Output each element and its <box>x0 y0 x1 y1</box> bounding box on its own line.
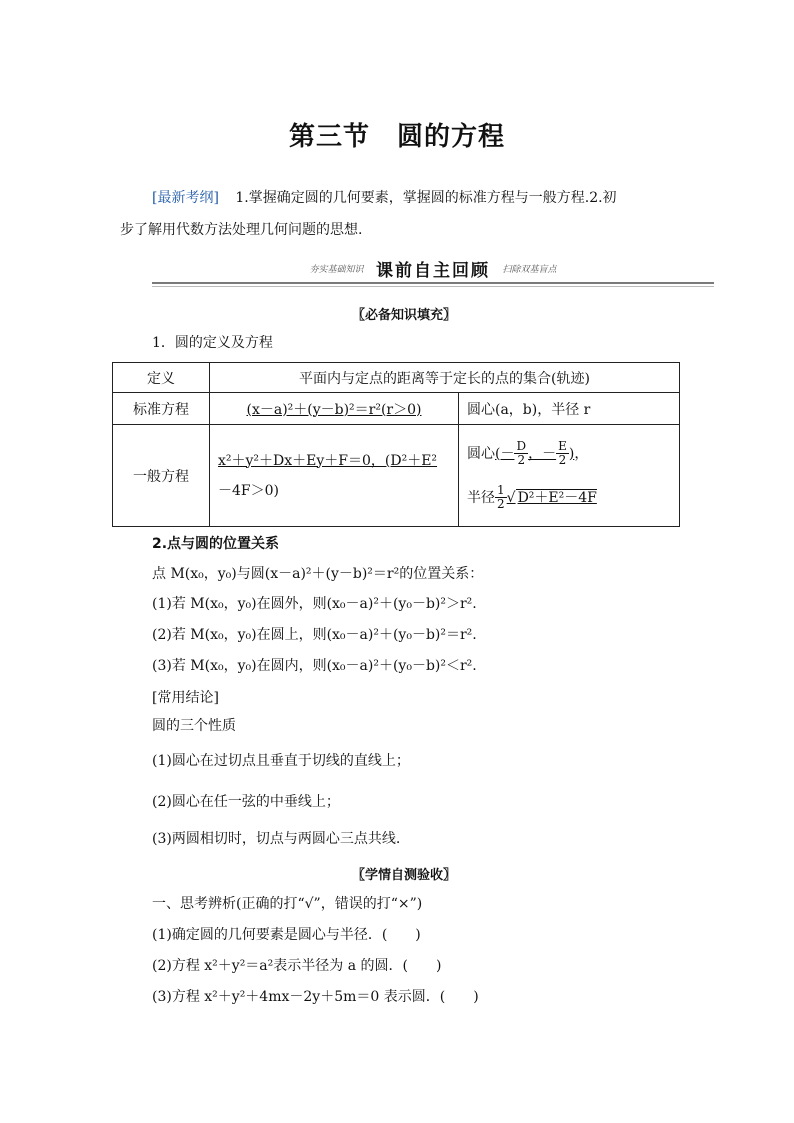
prop-2: (2)圆心在任一弦的中垂线上； <box>152 794 340 810</box>
section-heading-knowledge: 〖必备知识填充〗 <box>352 308 457 323</box>
cell-def-text: 平面内与定点的距离等于定长的点的集合(轨迹) <box>210 363 680 393</box>
cell-gen-eq <box>210 425 459 527</box>
banner-right: 扫除双基盲点 <box>502 265 557 275</box>
conclusion-tag: [常用结论] <box>152 690 219 706</box>
cell-std-label: 标准方程 <box>113 393 210 425</box>
prop-1: (1)圆心在过切点且垂直于切线的直线上； <box>152 753 410 769</box>
props-title: 圆的三个性质 <box>152 718 236 734</box>
cell-gen-center: 圆心(－ $\frac{D}{2}$ ，－ $\frac{E}{2}$ )， 半径 $\frac{1}{2}$ √ D²＋E²－4F <box>459 425 680 527</box>
cell-std-center: 圆心(a，b)，半径 r <box>459 393 680 425</box>
gen-eq-line-1: x²＋y²＋Dx＋Ey＋F＝0，(D²＋E² <box>218 452 438 469</box>
question-1: (1)确定圆的几何要素是圆心与半径．( ) <box>152 927 421 943</box>
banner-center: 课前自主回顾 <box>376 261 490 281</box>
cell-std-eq <box>210 393 459 425</box>
position-case-3: (3)若 M(x₀，y₀)在圆内，则(x₀－a)²＋(y₀－b)²＜r². <box>152 658 477 674</box>
banner-left: 夯实基础知识 <box>309 265 364 275</box>
section-heading-selftest: 〖学情自测验收〗 <box>352 868 457 883</box>
section-banner <box>152 256 714 284</box>
syllabus-tag: [最新考纲] <box>152 190 219 206</box>
syllabus-line-1 <box>152 188 617 208</box>
gen-center-prefix: 圆心 <box>467 445 495 462</box>
position-case-1: (1)若 M(x₀，y₀)在圆外，则(x₀－a)²＋(y₀－b)²＞r². <box>152 596 477 612</box>
syllabus-line-2: 步了解用代数方法处理几何问题的思想. <box>120 222 363 238</box>
syllabus-text-1: 1.掌握确定圆的几何要素，掌握圆的标准方程与一般方程.2.初 <box>235 190 617 206</box>
question-title: 一、思考辨析(正确的打“√”，错误的打“×”) <box>152 896 423 912</box>
std-eq-text: (x－a)²＋(y－b)²＝r²(r＞0) <box>246 401 422 418</box>
cell-gen-label: 一般方程 <box>113 425 210 527</box>
gen-radius-prefix: 半径 <box>467 489 495 506</box>
page-title: 第三节 圆的方程 <box>288 122 505 152</box>
question-3: (3)方程 x²＋y²＋4mx－2y＋5m＝0 表示圆．( ) <box>152 989 479 1005</box>
heading-1: 1．圆的定义及方程 <box>152 335 273 351</box>
gen-center-value: (－ $\frac{D}{2}$ ，－ $\frac{E}{2}$ ) <box>495 439 575 467</box>
cell-def-label: 定义 <box>113 363 210 393</box>
gen-radius-value: √ D²＋E²－4F <box>506 489 597 506</box>
question-2: (2)方程 x²＋y²＝a²表示半径为 a 的圆．( ) <box>152 958 442 974</box>
circle-equation-table <box>112 362 680 527</box>
prop-3: (3)两圆相切时，切点与两圆心三点共线. <box>152 831 401 847</box>
gen-eq-line-2: －4F＞0) <box>218 482 279 499</box>
position-intro: 点 M(x₀，y₀)与圆(x－a)²＋(y－b)²＝r²的位置关系： <box>152 566 484 582</box>
position-case-2: (2)若 M(x₀，y₀)在圆上，则(x₀－a)²＋(y₀－b)²＝r². <box>152 627 477 643</box>
heading-2: 2.点与圆的位置关系 <box>152 536 280 552</box>
